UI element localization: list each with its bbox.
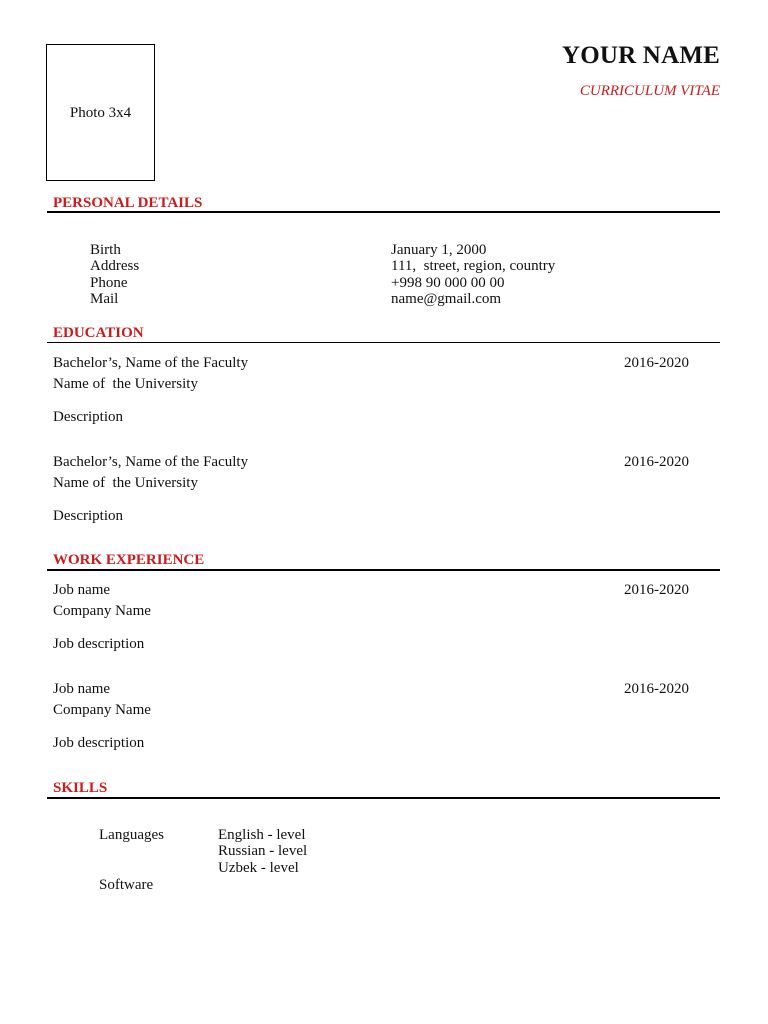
- work-company: Company Name: [53, 702, 151, 718]
- work-description: Job description: [53, 735, 145, 751]
- skills-language-item: Uzbek - level: [218, 860, 299, 876]
- section-title-education: EDUCATION: [53, 325, 144, 341]
- work-years: 2016-2020: [624, 681, 689, 697]
- work-company: Company Name: [53, 603, 151, 619]
- education-degree: Bachelor’s, Name of the Faculty: [53, 454, 249, 470]
- personal-value-mail: name@gmail.com: [391, 291, 502, 307]
- section-divider: [47, 342, 720, 343]
- work-description: Job description: [53, 636, 145, 652]
- work-job-name: Job name: [53, 681, 111, 697]
- personal-value-phone: +998 90 000 00 00: [391, 275, 505, 291]
- section-title-personal: PERSONAL DETAILS: [53, 195, 203, 211]
- personal-value-address: 111, street, region, country: [391, 258, 556, 274]
- document-subtitle: CURRICULUM VITAE: [579, 83, 720, 99]
- section-title-skills: SKILLS: [53, 780, 108, 796]
- skills-language-item: Russian - level: [218, 843, 308, 859]
- personal-label-phone: Phone: [90, 275, 128, 291]
- work-years: 2016-2020: [624, 582, 689, 598]
- photo-label: Photo 3x4: [69, 105, 132, 121]
- personal-value-birth: January 1, 2000: [391, 242, 487, 258]
- education-institution: Name of the University: [53, 376, 198, 392]
- personal-label-address: Address: [90, 258, 140, 274]
- section-divider: [47, 569, 720, 571]
- personal-label-mail: Mail: [90, 291, 119, 307]
- education-description: Description: [53, 508, 123, 524]
- section-divider: [47, 797, 720, 799]
- person-name: YOUR NAME: [561, 42, 720, 69]
- skills-software-label: Software: [99, 877, 154, 893]
- section-title-work: WORK EXPERIENCE: [53, 552, 205, 568]
- photo-placeholder: [46, 44, 155, 181]
- section-divider: [47, 211, 720, 213]
- skills-languages-label: Languages: [99, 827, 164, 843]
- education-institution: Name of the University: [53, 475, 198, 491]
- education-description: Description: [53, 409, 123, 425]
- education-degree: Bachelor’s, Name of the Faculty: [53, 355, 249, 371]
- personal-label-birth: Birth: [90, 242, 121, 258]
- skills-language-item: English - level: [218, 827, 306, 843]
- education-years: 2016-2020: [624, 355, 689, 371]
- work-job-name: Job name: [53, 582, 111, 598]
- education-years: 2016-2020: [624, 454, 689, 470]
